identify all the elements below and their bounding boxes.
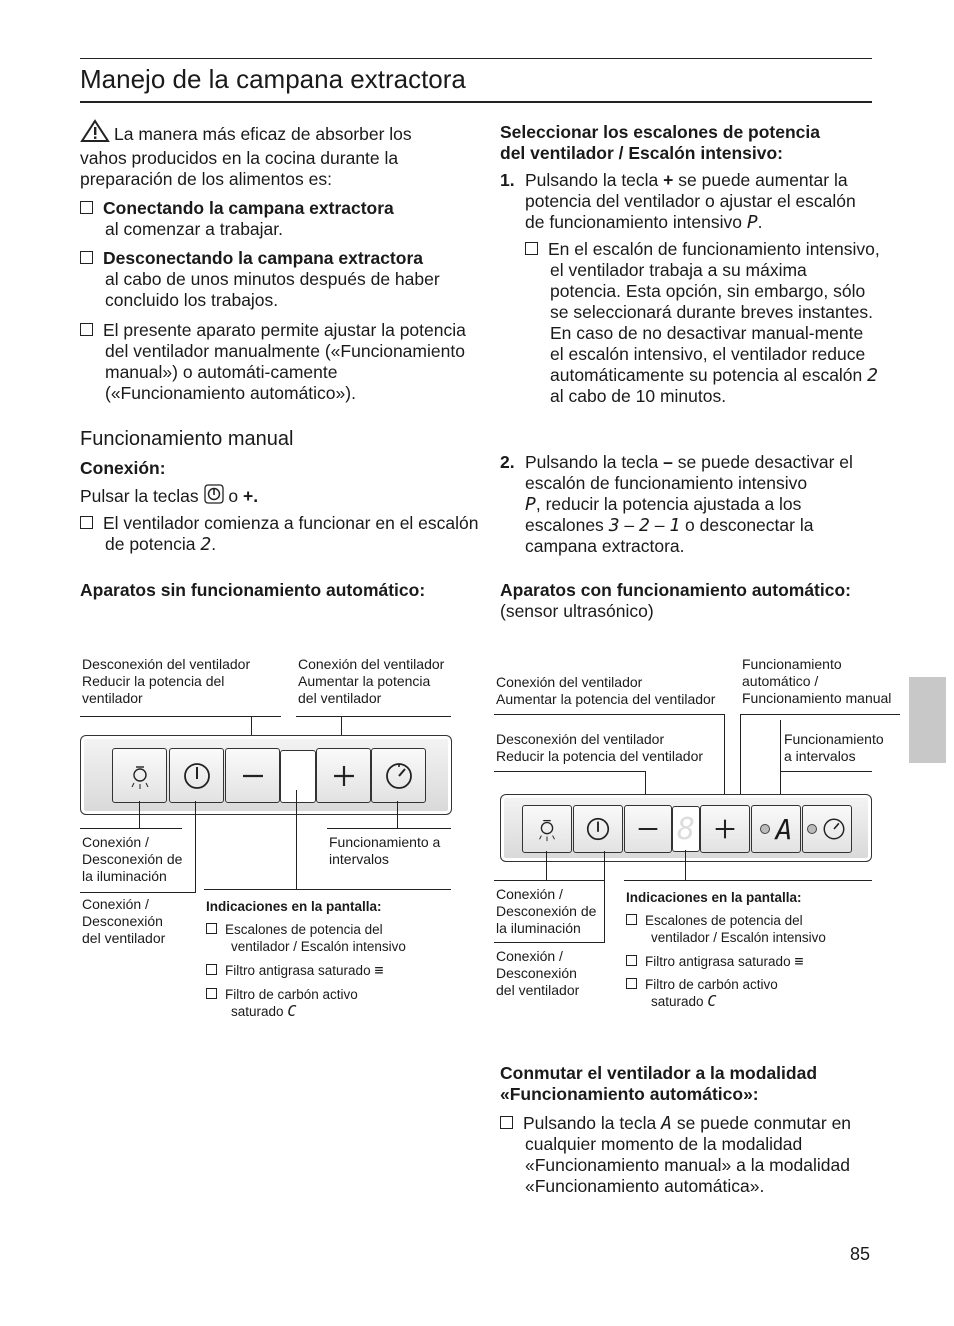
leader-line	[494, 880, 604, 881]
segment-a-icon: A	[775, 812, 793, 846]
dr-mid-right: Funcionamiento a intervalos	[784, 731, 884, 764]
dr-vent: Conexión / Desconexión del ventilador	[496, 948, 580, 998]
dl-intervalos: Funcionamiento a intervalos	[329, 834, 441, 867]
timer-icon	[821, 816, 847, 842]
step-2: 2. Pulsando la tecla – se puede desactivar el escalón de funcionamiento intensivo P, reducir la potencia ajustada a los escalones 3 – 2 – 1 o desconectar la campana extractora.	[500, 452, 853, 556]
leader-line	[780, 771, 872, 772]
leader-line	[139, 801, 140, 829]
manual-item: El ventilador comienza a funcionar en el escalón de potencia 2.	[80, 513, 485, 555]
filter-carbon-icon: C	[707, 992, 717, 1010]
segment-2-icon: 2	[867, 365, 878, 386]
plus-button[interactable]	[700, 805, 750, 853]
checkbox-icon	[206, 923, 217, 934]
minus-icon	[634, 815, 662, 843]
leader-line	[80, 828, 182, 829]
checkbox-icon	[500, 1116, 513, 1129]
auto-button[interactable]	[751, 805, 801, 853]
checkbox-icon	[80, 251, 93, 264]
checkbox-icon	[206, 964, 217, 975]
intro-item-3: El presente aparato permite ajustar la potencia del ventilador manualmente («Funcionamiento manual») o automáti-camente («Funcionamiento automático»).	[80, 320, 480, 404]
dr-mid-left: Desconexión del ventilador Reducir la potencia del ventilador	[496, 731, 704, 764]
leader-line	[624, 880, 872, 881]
side-tab	[909, 677, 946, 763]
checkbox-icon	[626, 978, 637, 989]
pulsar-line: Pulsar la teclas o +.	[80, 484, 258, 509]
display-window	[672, 806, 700, 852]
checkbox-icon	[80, 201, 93, 214]
timer-button[interactable]	[802, 805, 852, 853]
segment-a-icon: A	[661, 1113, 673, 1134]
dl-ind-3: Filtro de carbón activo saturado C	[206, 986, 461, 1020]
filter-grease-icon: ≡	[794, 952, 804, 970]
leader-line	[546, 851, 547, 881]
dl-top-right: Conexión del ventilador Aumentar la potencia del ventilador	[298, 656, 445, 706]
plus-button[interactable]	[316, 748, 371, 803]
dl-luz: Conexión / Desconexión de la iluminación	[82, 834, 183, 884]
segment-3-icon: 3	[608, 515, 620, 536]
page-number: 85	[850, 1244, 871, 1264]
checkbox-icon	[206, 988, 217, 999]
leader-line	[296, 716, 451, 717]
dl-ind-heading: Indicaciones en la pantalla:	[206, 899, 382, 914]
timer-icon	[383, 760, 415, 792]
checkbox-icon	[626, 955, 637, 966]
minus-button[interactable]	[624, 805, 672, 853]
step-1-sub: En el escalón de funcionamiento intensivo, el ventilador trabaja a su máxima potencia. Esta opción, sin embargo, sólo se seleccionará durante breves instantes. En caso de no desactivar manual-mente el escalón intensivo, el ventilador reduce automáticamente su potencia al escalón 2 al cabo de 10 minutos.	[525, 239, 880, 407]
dl-vent: Conexión / Desconexión del ventilador	[82, 896, 166, 946]
warning-icon	[80, 119, 110, 148]
minus-button[interactable]	[225, 748, 280, 803]
sin-auto-heading: Aparatos sin funcionamiento automático:	[80, 580, 426, 600]
filter-carbon-icon: C	[287, 1002, 297, 1020]
potencia-heading: Seleccionar los escalones de potencia del ventilador / Escalón intensivo:	[500, 122, 820, 163]
light-icon	[125, 761, 155, 791]
indicator-led-icon	[760, 824, 770, 834]
display-window	[280, 750, 316, 803]
plus-icon	[329, 761, 359, 791]
intro-item-1: Conectando la campana extractora al comenzar a trabajar.	[80, 198, 485, 240]
step-1: 1. Pulsando la tecla + se puede aumentar la potencia del ventilador o ajustar el escalón de funcionamiento intensivo P.	[500, 170, 856, 233]
dl-ind-1: Escalones de potencia del ventilador / Escalón intensivo	[206, 921, 461, 955]
leader-line	[327, 828, 451, 829]
checkbox-icon	[80, 516, 93, 529]
top-rule	[80, 58, 872, 59]
segment-p-icon: P	[746, 212, 758, 233]
light-button[interactable]	[522, 805, 572, 853]
manual-heading: Funcionamiento manual	[80, 428, 294, 450]
dr-luz: Conexión / Desconexión de la iluminación	[496, 886, 597, 936]
checkbox-icon	[525, 242, 538, 255]
leader-line	[80, 892, 196, 893]
leader-line	[397, 801, 398, 829]
segment-p-icon: P	[525, 494, 536, 515]
minus-icon	[238, 761, 268, 791]
indicator-led-icon	[807, 824, 817, 834]
leader-line	[296, 790, 297, 890]
plus-icon	[711, 815, 739, 843]
leader-line	[494, 714, 725, 715]
segment-1-icon: 1	[669, 515, 681, 536]
dr-ind-1: Escalones de potencia del ventilador / Escalón intensivo	[626, 912, 891, 946]
leader-line	[494, 942, 605, 943]
con-auto-heading: Aparatos con funcionamiento automático: (sensor ultrasónico)	[500, 580, 851, 621]
title-rule	[80, 101, 872, 103]
dl-top-left: Desconexión del ventilador Reducir la potencia del ventilador	[82, 656, 251, 706]
intro-paragraph	[80, 119, 460, 190]
segment-2-icon: 2	[200, 534, 212, 555]
segment-2-icon: 2	[639, 515, 650, 536]
leader-line	[494, 771, 645, 772]
checkbox-icon	[626, 914, 637, 925]
intro-text: La manera más eficaz de absorber los vahos producidos en la cocina durante la preparación de los alimentos es:	[80, 124, 412, 189]
dr-top-left: Conexión del ventilador Aumentar la potencia del ventilador	[496, 674, 716, 707]
dr-ind-heading: Indicaciones en la pantalla:	[626, 890, 802, 905]
conmutar-heading: Conmutar el ventilador a la modalidad «Funcionamiento automático»:	[500, 1063, 818, 1104]
conexion-label: Conexión:	[80, 458, 166, 478]
power-button[interactable]	[169, 748, 224, 803]
power-icon	[182, 761, 212, 791]
conmutar-item: Pulsando la tecla A se puede conmutar en cualquier momento de la modalidad «Funcionamiento manual» a la modalidad «Funcionamiento automática».	[500, 1113, 887, 1197]
checkbox-icon	[80, 323, 93, 336]
timer-button[interactable]	[371, 748, 426, 803]
power-button[interactable]	[573, 805, 623, 853]
power-icon	[204, 484, 224, 509]
dl-ind-2: Filtro antigrasa saturado ≡	[206, 962, 461, 979]
dr-ind-3: Filtro de carbón activo saturado C	[626, 976, 891, 1010]
power-icon	[584, 815, 612, 843]
filter-grease-icon: ≡	[374, 961, 384, 979]
segment-8-icon: 8	[676, 811, 696, 847]
leader-line	[740, 714, 900, 715]
leader-line	[685, 850, 686, 880]
intro-item-2: Desconectando la campana extractora al cabo de unos minutos después de haber concluido los trabajos.	[80, 248, 485, 311]
leader-line	[195, 801, 196, 893]
leader-line	[604, 851, 605, 943]
leader-line	[204, 889, 451, 890]
dr-top-right: Funcionamiento automático / Funcionamiento manual	[742, 656, 892, 706]
page-title: Manejo de la campana extractora	[80, 64, 466, 94]
light-button[interactable]	[112, 748, 167, 803]
light-icon	[533, 815, 561, 843]
dr-ind-2: Filtro antigrasa saturado ≡	[626, 953, 891, 970]
